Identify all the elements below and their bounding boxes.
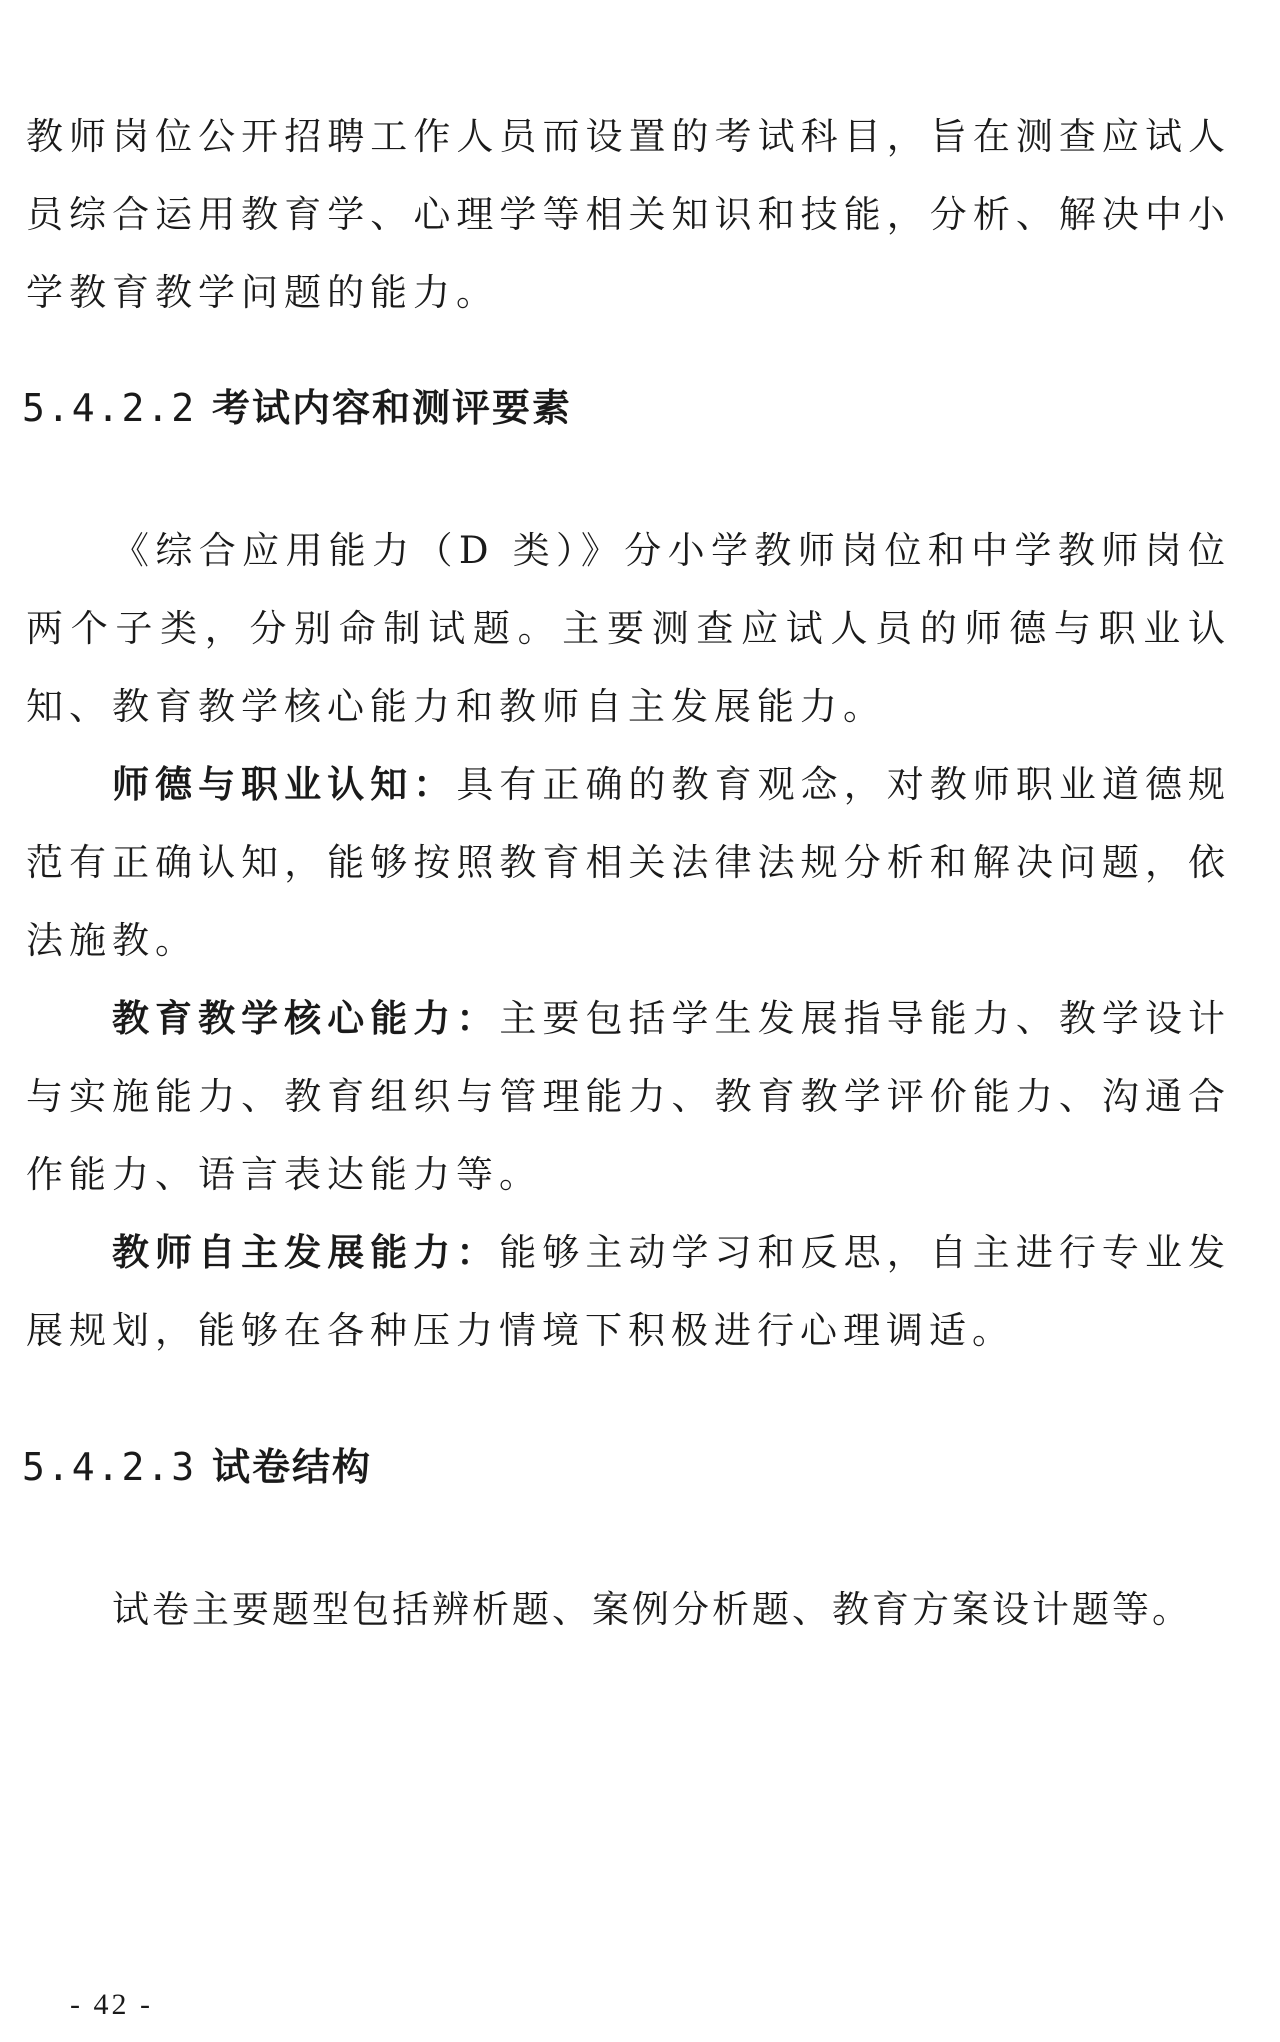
item-core-teaching-ability [26,980,1231,1214]
item-text: 主要包括学生发展指导能力、教学设计与实施能力、教育组织与管理能力、教育教学评价能力、沟通合作能力、语言表达能力等。 [26,997,1231,1196]
item-lead: 教育教学核心能力： [112,997,500,1040]
section-heading-5-4-2-3 [22,1442,372,1492]
item-text: 能够主动学习和反思，自主进行专业发展规划，能够在各种压力情境下积极进行心理调适。 [26,1231,1231,1352]
section-number: 5.4.2.2 [22,386,197,430]
section-title: 试卷结构 [212,1445,373,1489]
item-text: 具有正确的教育观念，对教师职业道德规范有正确认知，能够按照教育相关法律法规分析和解决问题，依法施教。 [26,763,1232,962]
item-lead: 师德与职业认知： [112,763,457,806]
section-5-4-2-3-paragraph: 试卷主要题型包括辨析题、案例分析题、教育方案设计题等。 [112,1588,1192,1631]
section-number: 5.4.2.3 [22,1445,197,1489]
section-heading-5-4-2-2 [22,383,572,433]
section-title: 考试内容和测评要素 [212,386,573,430]
intro-paragraph: 教师岗位公开招聘工作人员而设置的考试科目，旨在测查应试人员综合运用教育学、心理学等相关知识和技能，分析、解决中小学教育教学问题的能力。 [26,115,1231,314]
item-lead: 教师自主发展能力： [112,1231,500,1274]
item-self-development [26,1214,1231,1370]
page-number: - 42 - [70,1988,153,2021]
item-ethics-cognition [26,746,1231,980]
section-5-4-2-2-paragraph: 《综合应用能力（D 类）》分小学教师岗位和中学教师岗位两个子类，分别命制试题。主要测查应试人员的师德与职业认知、教育教学核心能力和教师自主发展能力。 [26,529,1231,728]
